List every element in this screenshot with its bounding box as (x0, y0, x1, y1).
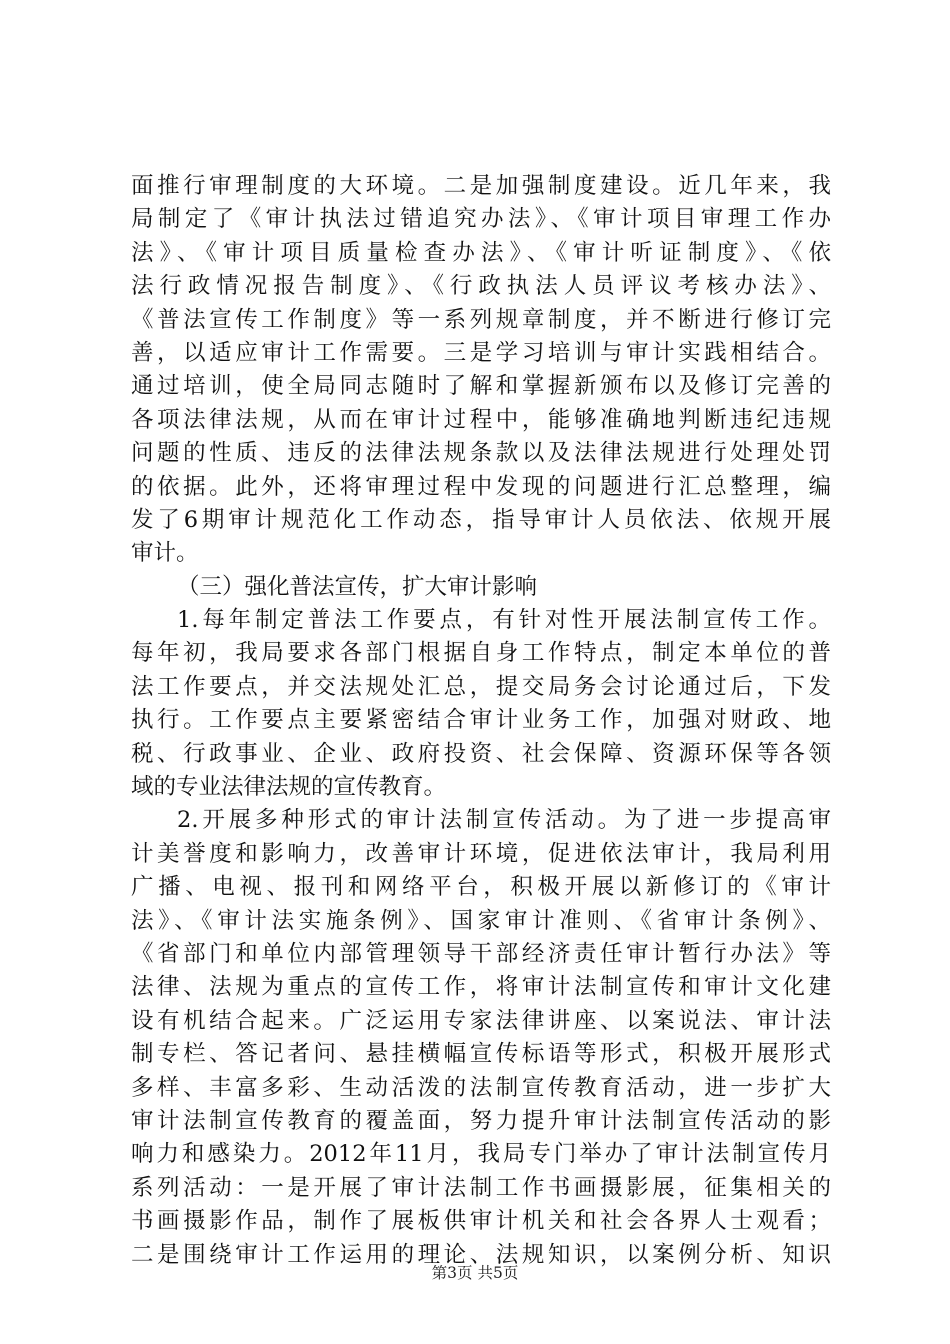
text-line: 《普法宣传工作制度》等一系列规章制度，并不断进行修订完 (131, 306, 831, 333)
text-line: 域的专业法律法规的宣传教育。 (131, 774, 447, 801)
text-line: 审计。 (131, 540, 199, 567)
text-line: （三）强化普法宣传，扩大审计影响 (177, 573, 538, 600)
text-line: 《省部门和单位内部管理领导干部经济责任审计暂行办法》等 (131, 940, 831, 967)
text-line: 每年初，我局要求各部门根据自身工作特点，制定本单位的普 (131, 640, 831, 667)
text-line: 的依据。此外，还将审理过程中发现的问题进行汇总整理，编 (131, 473, 831, 500)
body-text (131, 170, 831, 1272)
text-line: 法》、《审计法实施条例》、国家审计准则、《省审计条例》、 (131, 907, 831, 934)
text-line: 通过培训，使全局同志随时了解和掌握新颁布以及修订完善的 (131, 373, 831, 400)
text-line: 各项法律法规，从而在审计过程中，能够准确地判断违纪违规 (131, 406, 831, 433)
text-line: 面推行审理制度的大环境。二是加强制度建设。近几年来，我 (131, 173, 831, 199)
text-line: 法行政情况报告制度》、《行政执法人员评议考核办法》、 (131, 273, 831, 300)
text-line: 法》、《审计项目质量检查办法》、《审计听证制度》、《依 (131, 239, 831, 266)
text-line: 执行。工作要点主要紧密结合审计业务工作，加强对财政、地 (131, 707, 831, 734)
text-line: 设有机结合起来。广泛运用专家法律讲座、以案说法、审计法 (131, 1007, 831, 1034)
text-line: 税、行政事业、企业、政府投资、社会保障、资源环保等各领 (131, 740, 831, 767)
text-line: 响力和感染力。2012年11月，我局专门举办了审计法制宣传月 (131, 1141, 831, 1168)
text-line: 法律、法规为重点的宣传工作，将审计法制宣传和审计文化建 (131, 974, 831, 1001)
text-line: 审计法制宣传教育的覆盖面，努力提升审计法制宣传活动的影 (131, 1107, 831, 1134)
text-line: 书画摄影作品，制作了展板供审计机关和社会各界人士观看； (131, 1208, 831, 1235)
text-line: 1.每年制定普法工作要点，有针对性开展法制宣传工作。 (177, 607, 831, 634)
text-line: 多样、丰富多彩、生动活泼的法制宣传教育活动，进一步扩大 (131, 1074, 831, 1101)
text-line: 善，以适应审计工作需要。三是学习培训与审计实践相结合。 (131, 339, 831, 366)
text-line: 发了6期审计规范化工作动态，指导审计人员依法、依规开展 (131, 506, 831, 533)
text-line: 系列活动：一是开展了审计法制工作书画摄影展，征集相关的 (131, 1174, 831, 1201)
page-footer: 第3页 共5页 (431, 1264, 519, 1282)
text-line: 局制定了《审计执法过错追究办法》、《审计项目审理工作办 (131, 206, 831, 233)
text-line: 法工作要点，并交法规处汇总，提交局务会讨论通过后，下发 (131, 673, 831, 700)
text-line: 广播、电视、报刊和网络平台，积极开展以新修订的《审计 (131, 874, 831, 901)
text-line: 制专栏、答记者问、悬挂横幅宣传标语等形式，积极开展形式 (131, 1041, 831, 1068)
text-line: 二是围绕审计工作运用的理论、法规知识，以案例分析、知识 (131, 1241, 831, 1268)
text-line: 2.开展多种形式的审计法制宣传活动。为了进一步提高审 (177, 807, 831, 834)
text-line: 计美誉度和影响力，改善审计环境，促进依法审计，我局利用 (131, 840, 831, 867)
text-line: 问题的性质、违反的法律法规条款以及法律法规进行处理处罚 (131, 440, 831, 467)
